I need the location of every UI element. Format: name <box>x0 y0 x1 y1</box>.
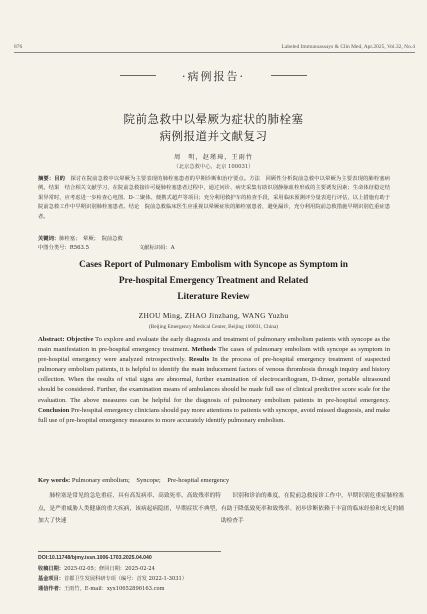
doi: DOI:10.11748/bjmy.issn.1006-1703.2025.04.040 <box>38 555 152 561</box>
affiliation-cn: （北京急救中心，北京 100031） <box>173 164 254 170</box>
body-column-right: 识别和诊治的难度，在院前急救接诊工作中，早期识别危重症肺栓塞有助于降低致死率和致残率。初步诊断依赖于丰富的临床经验和充足的辅助检查手 <box>221 493 404 524</box>
keywords-cn-text: 肺栓塞； 晕厥； 院前急救 <box>59 236 123 242</box>
section-banner-label: ·病例报告· <box>182 70 245 83</box>
methods-label: Methods <box>191 346 216 354</box>
fund-label: 基金项目： <box>38 576 64 582</box>
fund-info <box>38 575 238 582</box>
received-dates <box>38 565 238 572</box>
fund-text: 首都卫生发展科研专项（编号：首发 2022-1-3031） <box>63 576 187 582</box>
affiliation-en: (Beijing Emergency Medical Center, Beijing 100031, China) <box>148 324 279 330</box>
journal-info: Labeled Immunoassays & Clin Med, Apr.2025, Vol.32, No.4 <box>281 44 415 50</box>
authors-en: ZHOU Ming, ZHAO Jinzhang, WANG Yuzhu <box>138 311 289 320</box>
document-code: 文献标识码：A <box>138 245 175 251</box>
abstract-cn-label: 摘要：目的 <box>38 176 66 182</box>
keywords-cn <box>38 234 123 242</box>
title-en-line2: Pre-hospital Emergency Treatment and Related <box>118 276 309 286</box>
title-cn-line2: 病例报道并文献复习 <box>159 129 268 143</box>
title-en-line1: Cases Report of Pulmonary Embolism with Syncope as Symptom in <box>79 260 348 270</box>
corresponding-label: 通信作者： <box>38 586 64 592</box>
keywords-en-label: Key words: <box>38 477 71 484</box>
keywords-cn-label: 关键词： <box>38 236 60 242</box>
footnote-rule <box>38 551 221 552</box>
abstract-en-label: Abstract: Objective <box>38 336 94 343</box>
abstract-en-objective: To explore and evaluate the early diagnosis and treatment of pulmonary embolism patients with syncope as the main manifestation in pre-hospital emergency treatment. <box>38 336 390 354</box>
abstract-en <box>38 335 390 426</box>
abstract-en-methods: The cases of pulmonary embolism with syncope as symptom in pre-hospital emergency were analyzed retrospectively. <box>38 346 390 364</box>
clc-number: 中图分类号：R563.5 <box>38 245 89 251</box>
abstract-cn <box>38 175 390 222</box>
keywords-en <box>38 474 390 484</box>
abstract-cn-text: 探讨在院前急救中以晕厥为主要表现的肺栓塞患者的早期诊断和治疗要点。方法 回顾性分析院前急救中以晕厥为主要表现的肺栓塞病例。结果 结合相关文献学习，在院前急救接诊可疑肺栓塞患者过程中，通过问诊、病史采集有助识别静脉血栓形成的主要诱发因素；生命体征稳定结果异常时，应考虑进一步检查心电图、D-二聚体、便携式超声等项目；充分利用救护车的检查手段，采用临床预测评分量表进行评估，以上措施有助于院前急救工作中早期识别肺栓塞患者。结论 院前急救临床医生应重视以晕厥症状的肺栓塞患者，避免漏诊，充分利用院前急救措施早期识别危重症患者。 <box>38 176 390 220</box>
classification-cn <box>38 243 175 251</box>
conclusion-label: Conclusion <box>38 406 70 414</box>
corresponding-text: 王雨竹，E-mail：xyx10652896163.com <box>63 586 165 592</box>
results-label: Results <box>188 356 210 364</box>
page-number: 876 <box>14 44 23 50</box>
corresponding-author <box>38 585 238 592</box>
body-column-left: 肺栓塞是常见的急危重症，具有高发病率、高致死率、高致残率的特点，是严重威胁人类健康的重大疾病，该病起病隐匿，早期症状不典型，加大了快速 <box>38 493 221 524</box>
received-text: 2025-02-05；修回日期：2025-02-24 <box>63 566 155 572</box>
header-rule <box>14 52 415 53</box>
received-label: 收稿日期： <box>38 566 64 572</box>
authors-cn: 周 明，赵瑾璋，王雨竹 <box>173 154 254 161</box>
section-banner <box>0 68 427 82</box>
title-cn-line1: 院前急救中以晕厥为症状的肺栓塞 <box>123 112 304 126</box>
keywords-en-text: Pulmonary embolism; Syncope; Pre-hospital emergency <box>70 477 230 484</box>
abstract-en-results: In the process of pre-hospital emergency treatment of suspected pulmonary embolism patients, it is helpful to identify the main inducement factors of venous thrombosis through inquiry and history collection. When the results of vital signs are abnormal, further examination of electrocardiogram, D-dimer, portable ultrasound should be considered. Further, the examination means of ambulances should be made full use of clinical predictive score scale for the evaluation. The above measures can be helpful for the diagnosis of pulmonary embolism patients in pre-hospital emergency. <box>38 356 390 404</box>
title-en-line3: Literature Review <box>177 292 250 302</box>
banner-line-right <box>271 75 307 76</box>
abstract-en-conclusion: Pre-hospital emergency clinicians should pay more attentions to patients with syncope, avoid missed diagnosis, and make full use of pre-hospital emergency measures to more accurately identify pulmonary embolism. <box>38 406 390 424</box>
